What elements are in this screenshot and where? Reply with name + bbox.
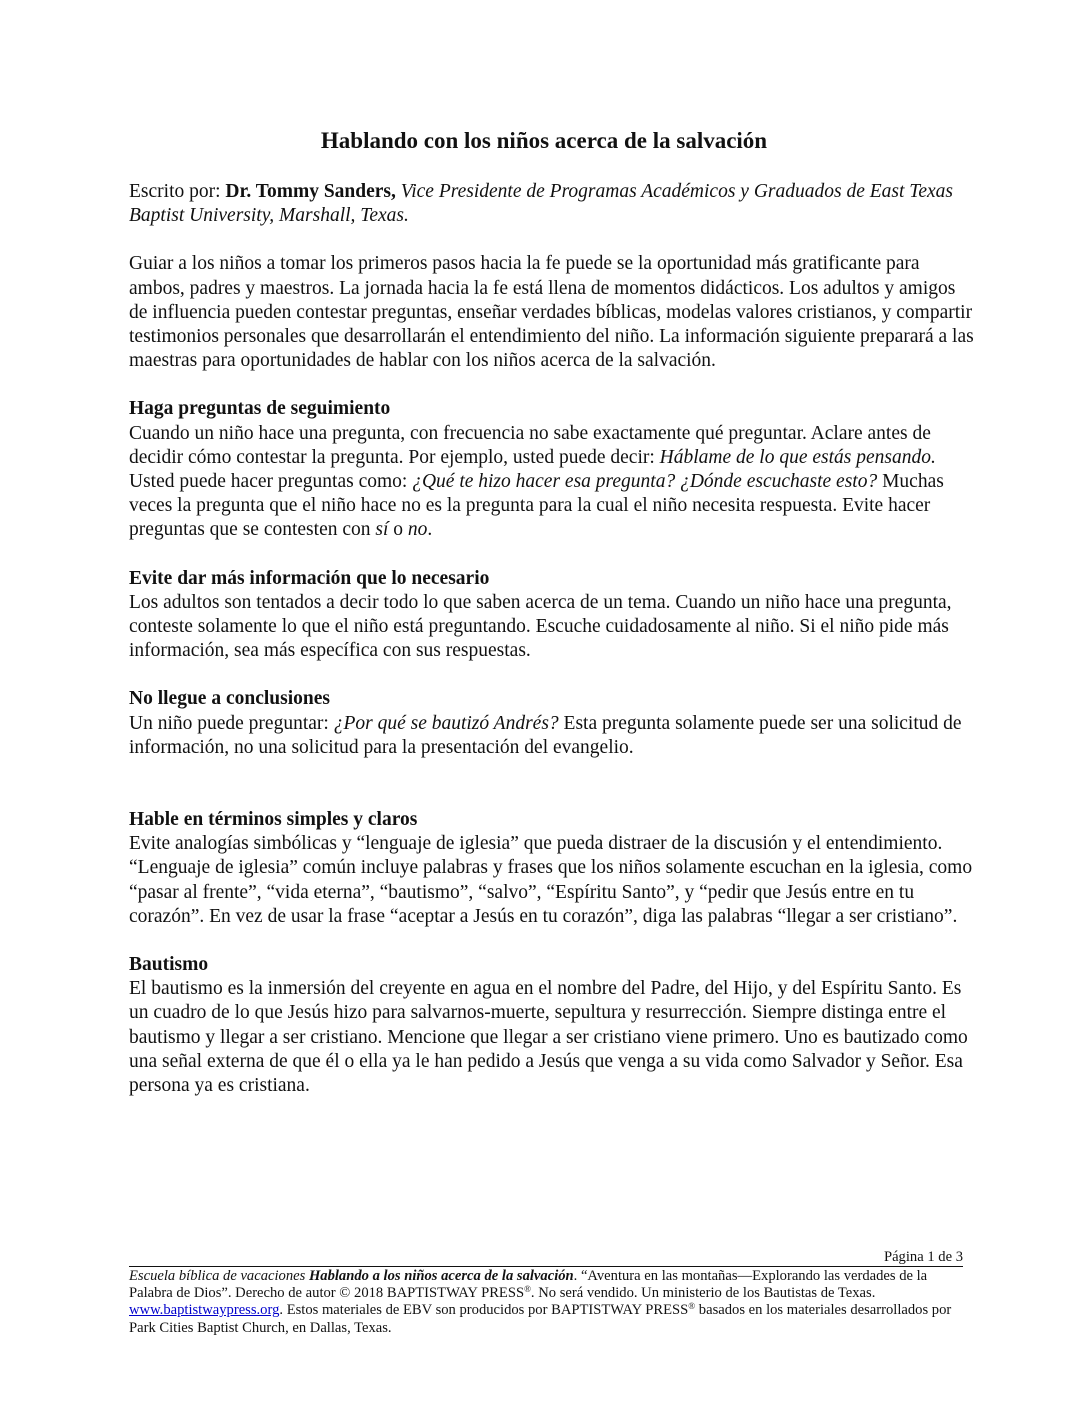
body-text: Muchas veces la pregunta que el niño hace no es la pregunta para la cual el niño necesita respuesta. Evite hacer preguntas que se contesten con: [129, 471, 944, 541]
footer-text-part: . Estos materiales de EBV son producidos por BAPTISTWAY PRESS: [279, 1302, 689, 1319]
section-baptism: [129, 953, 974, 1098]
registered-mark: ®: [524, 1284, 531, 1295]
document-body: [129, 180, 974, 1122]
footer-text-part: . “Aventura en las montañas—Explorando las verdades de la Palabra de Dios”. Derecho de autor © 2018 BAPTISTWAY PRESS: [129, 1268, 928, 1302]
body-text: Cuando un niño hace una pregunta, con frecuencia no sabe exactamente qué preguntar. Aclare antes de decidir cómo contestar la pregunta. Por ejemplo, usted puede decir:: [129, 422, 931, 468]
body-italic: sí: [375, 519, 389, 541]
byline-prefix: Escrito por:: [129, 181, 226, 202]
body-italic: ¿Qué te hizo hacer esa pregunta? ¿Dónde escuchaste esto?: [412, 471, 878, 493]
footer-text-part: basados en los materiales desarrollados por Park Cities Baptist Church, en Dallas, Texas.: [129, 1302, 952, 1336]
byline-role: Vice Presidente de Programas Académicos y Graduados de East Texas Baptist University, Marshall, Texas.: [129, 181, 953, 227]
section-body: Los adultos son tentados a decir todo lo que saben acerca de un tema. Cuando un niño hace una pregunta, conteste solamente lo que el niño está preguntando. Escuche cuidadosamente al niño. Si el niño pide más información, sea más específica con sus respuestas.: [129, 591, 952, 662]
section-body: El bautismo es la inmersión del creyente en agua en el nombre del Padre, del Hijo, y del Espíritu Santo. Es un cuadro de lo que Jesús hizo para salvarnos-muerte, sepultura y resurrección. Siempre distinga entre el bautismo y llegar a ser cristiano. Mencione que llegar a ser cristiano viene primero. Uno es bautizado como una señal externa de que él o ella ya le han pedido a Jesús que venga a su vida como Salvador y Señor. Esa persona ya es cristiana.: [129, 978, 968, 1097]
body-text: o: [388, 519, 408, 541]
body-italic: ¿Por qué se bautizó Andrés?: [333, 712, 559, 734]
section-body: [129, 712, 974, 760]
section-heading: Evite dar más información que lo necesario: [129, 567, 490, 589]
body-text: Un niño puede preguntar:: [129, 712, 334, 734]
byline: [129, 180, 974, 228]
section-no-conclusions: [129, 687, 974, 760]
section-avoid-extra-info: [129, 567, 974, 664]
page-number: Página 1 de 3: [883, 1248, 963, 1265]
body-text: .: [427, 519, 433, 541]
footer-lesson: Hablando a los niños acerca de la salvación: [308, 1268, 574, 1284]
registered-mark: ®: [688, 1301, 696, 1312]
section-body: Evite analogías simbólicas y “lenguaje de iglesia” que pueda distraer de la discusión y el entendimiento. “Lenguaje de iglesia” común incluye palabras y frases que los niños solamente escuchan en la iglesia, como “pasar al frente”, “vida eterna”, “bautismo”, “salvo”, “Espíritu Santo”, y “pedir que Jesús entre en tu corazón”. En vez de usar la frase “aceptar a Jesús en tu corazón”, diga las palabras “llegar a ser cristiano”.: [129, 833, 973, 927]
section-follow-up-questions: [129, 397, 974, 542]
intro-paragraph: Guiar a los niños a tomar los primeros pasos hacia la fe puede se la oportunidad más gratificante para ambos, padres y maestros. La jornada hacia la fe está llena de momentos didácticos. Los adultos y amigos de influencia pueden contestar preguntas, enseñar verdades bíblicas, modelas valores cristianos, y compartir testimonios personales que desarrollarán el entendimiento del niño. La información siguiente preparará a las maestras para oportunidades de hablar con los niños acerca de la salvación.: [129, 253, 974, 372]
document-title: Hablando con los niños acerca de la salvación: [320, 128, 768, 153]
body-text: Usted puede hacer preguntas como:: [129, 471, 413, 493]
body-italic: no: [407, 519, 428, 541]
byline-author: Dr. Tommy Sanders,: [225, 181, 396, 202]
body-text: Esta pregunta solamente puede ser una solicitud de información, no una solicitud para la presentación del evangelio.: [129, 712, 962, 758]
section-heading: Haga preguntas de seguimiento: [129, 398, 391, 420]
page-footer: [129, 1248, 963, 1337]
footer-series: Escuela bíblica de vacaciones: [129, 1268, 309, 1284]
footer-rule: [129, 1248, 963, 1267]
section-heading: Bautismo: [129, 954, 209, 976]
section-heading: Hable en términos simples y claros: [129, 809, 418, 831]
body-italic: Háblame de lo que estás pensando.: [659, 446, 936, 468]
section-simple-terms: [129, 808, 974, 929]
footer-text: [129, 1268, 963, 1337]
section-heading: No llegue a conclusiones: [129, 688, 330, 710]
footer-text-part: . No será vendido. Un ministerio de los Bautistas de Texas.: [530, 1285, 876, 1302]
section-body: [129, 422, 974, 543]
publisher-link[interactable]: www.baptistwaypress.org: [129, 1302, 280, 1319]
